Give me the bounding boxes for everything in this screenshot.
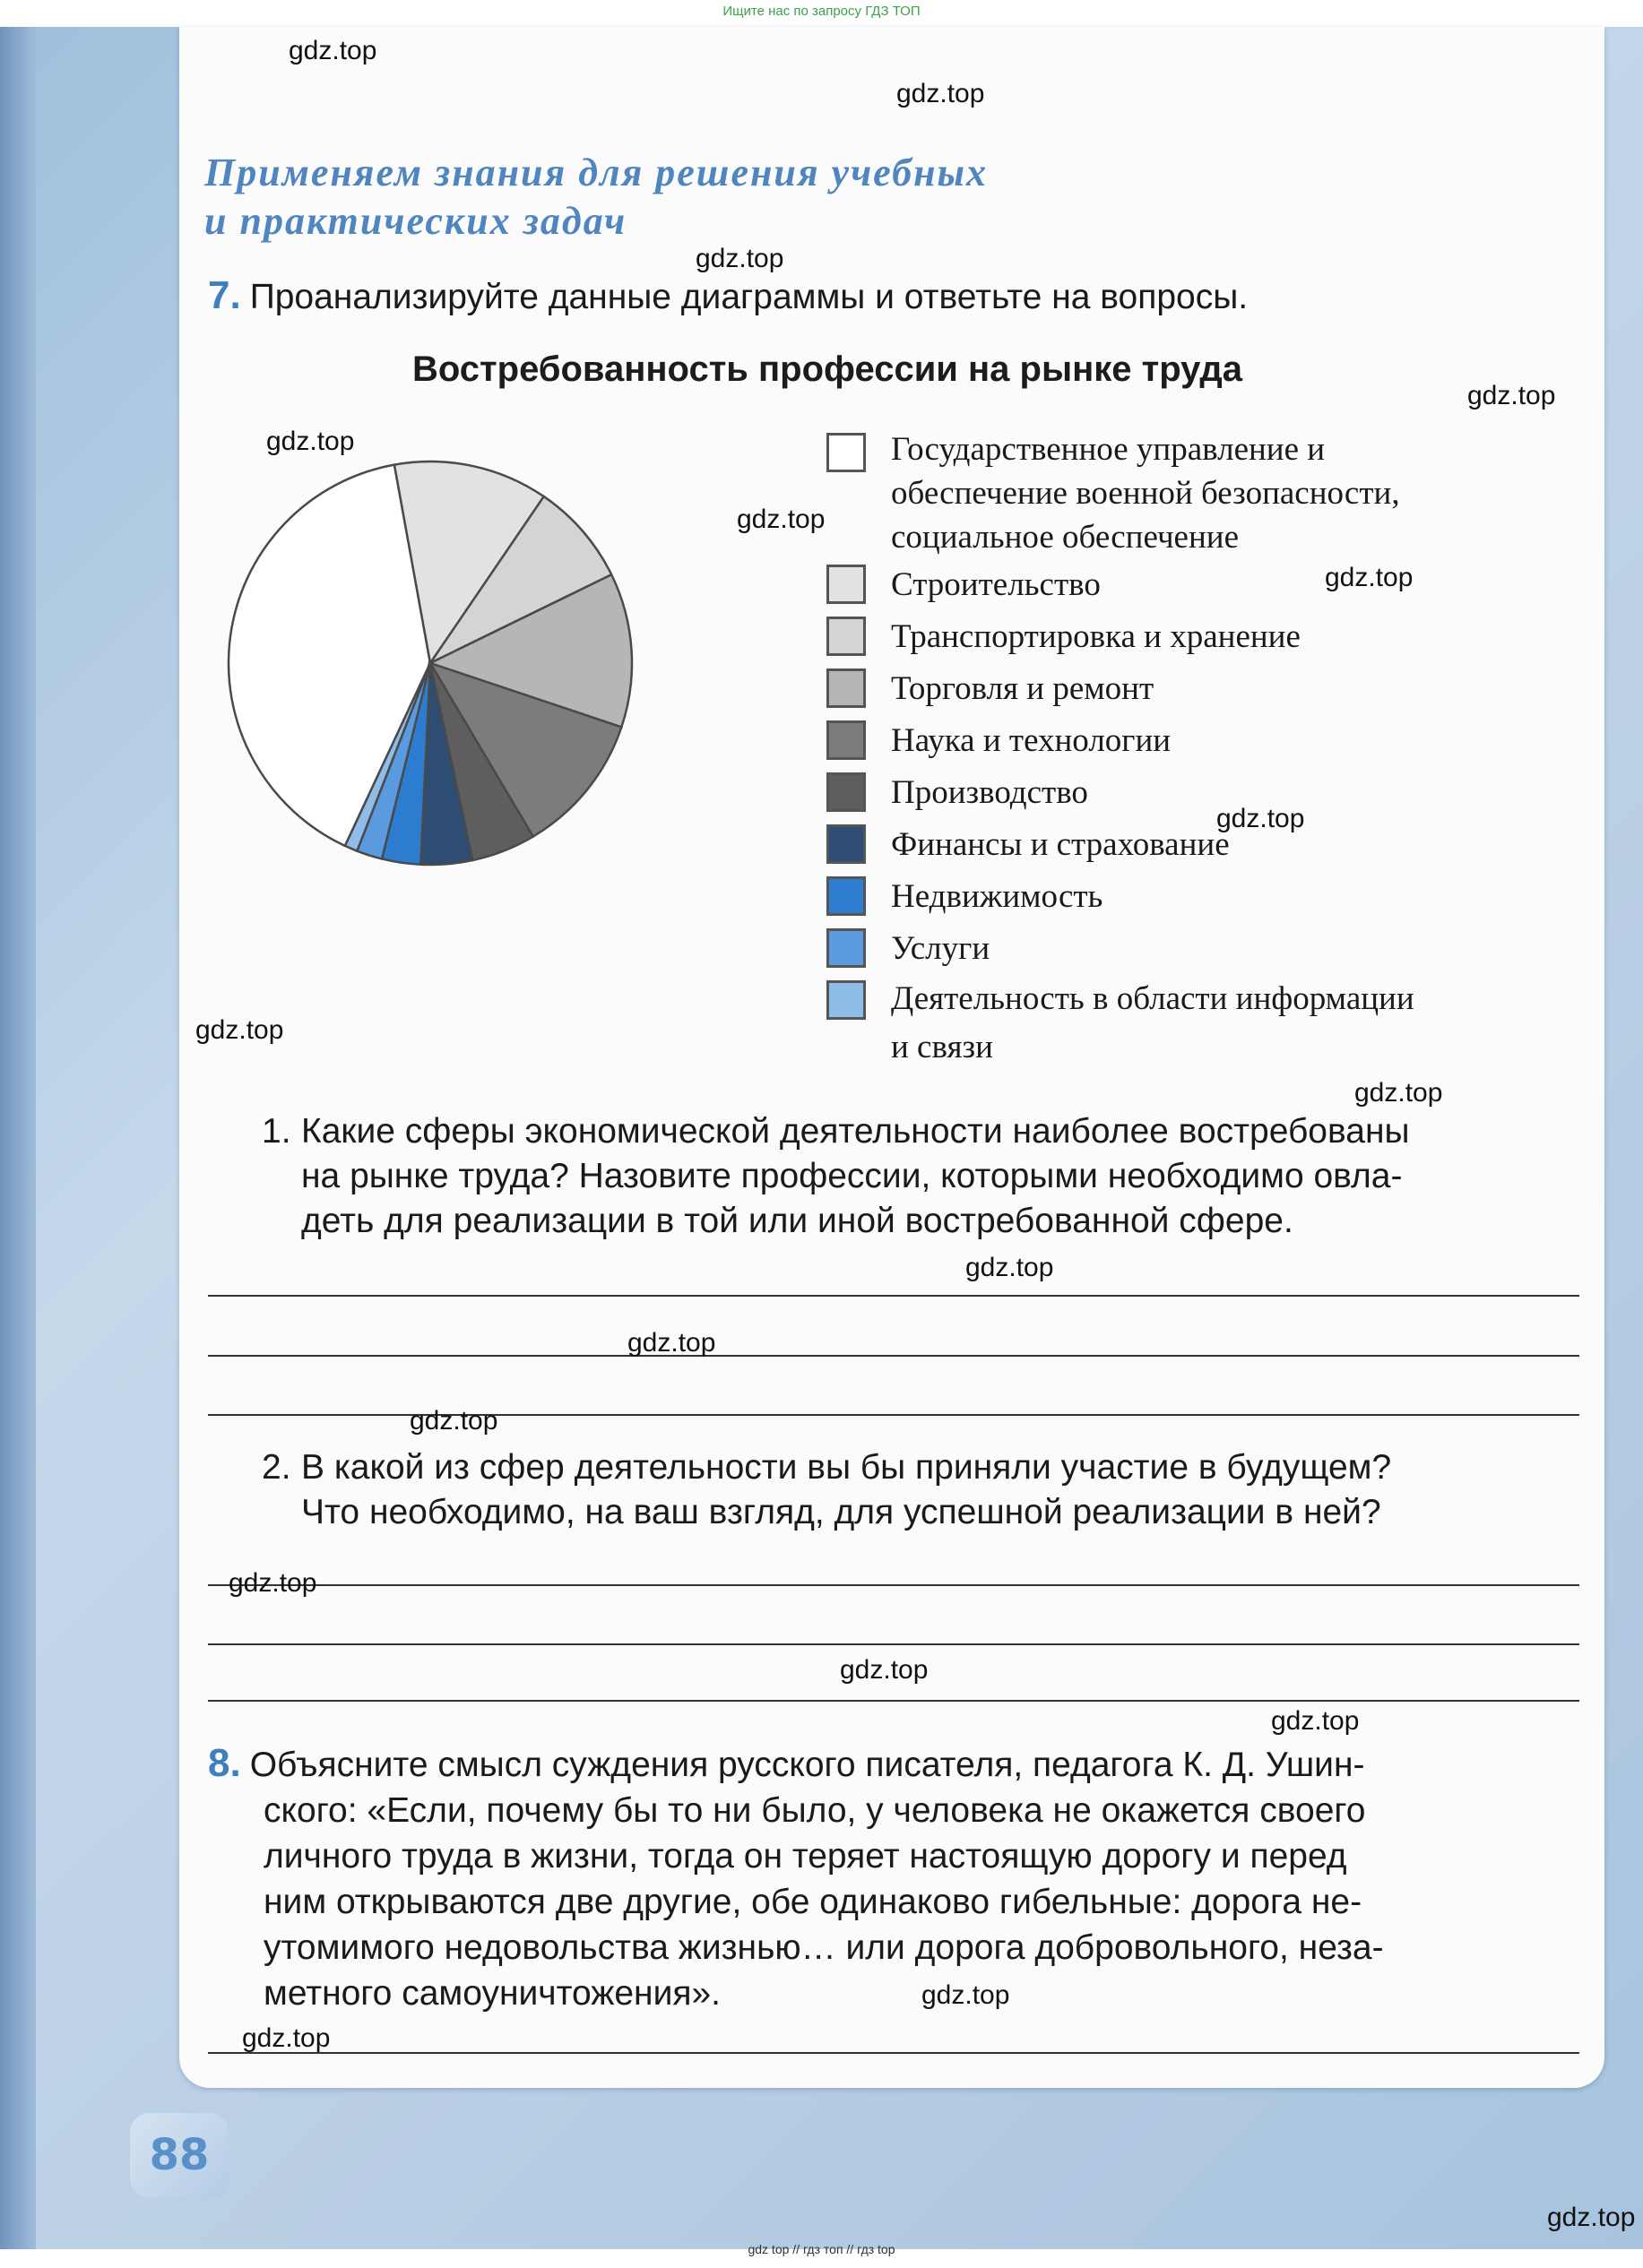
watermark: gdz.top [737,504,826,534]
question-1 [262,1109,1579,1244]
answer-line[interactable] [208,1584,1579,1586]
legend-swatch [826,668,866,708]
watermark: gdz.top [627,1328,716,1358]
task-8-line: метного самоуничтожения». [264,1974,722,2013]
legend-swatch [826,617,866,656]
watermark: gdz.top [1271,1706,1360,1736]
legend-label: Строительство [891,566,1101,603]
answer-line[interactable] [208,2052,1579,2054]
legend-item-production [823,767,1567,819]
legend-item-finance [823,819,1567,871]
legend-item-construction [823,559,1567,611]
legend-label: Деятельность в области информации [891,980,1414,1017]
legend-item-government [823,427,1567,559]
legend-swatch [826,980,866,1020]
section-heading [204,149,1235,246]
task-8-number: 8. [208,1741,241,1785]
legend-swatch [826,928,866,968]
watermark: gdz.top [921,1980,1010,2010]
legend-swatch [826,565,866,604]
watermark: gdz.top [195,1015,284,1045]
task-8-line: утомимого недовольства жизнью… или дорога добровольного, неза- [264,1928,1384,1967]
answer-line[interactable] [208,1355,1579,1357]
watermark: gdz.top [1354,1078,1443,1108]
header-note[interactable]: Ищите нас по запросу ГДЗ ТОП [722,4,921,19]
watermark: gdz.top [896,79,985,108]
legend-swatch [826,720,866,760]
task-8-line: ним открываются две другие, обе одинаково гибельные: дорога не- [264,1883,1362,1921]
legend-swatch [826,876,866,916]
chart-title: Востребованность профессии на рынке труда [412,349,1243,389]
question-1-number: 1. [262,1112,291,1151]
task-7-text: Проанализируйте данные диаграммы и ответьте на вопросы. [249,278,1249,316]
section-heading-line1: Применяем знания для решения учебных [204,151,989,194]
section-heading-line2: и практических задач [204,199,627,243]
task-7 [208,273,1588,320]
watermark: gdz.top [266,427,355,456]
question-2-line: В какой из сфер деятельности вы бы приняли участие в будущем? [301,1448,1392,1487]
watermark: gdz.top [1467,381,1556,410]
legend-label: Наука и технологии [891,722,1172,759]
watermark: gdz.top [242,2023,331,2053]
watermark: gdz.top [1216,804,1305,833]
legend-item-services [823,923,1567,975]
task-8-line: личного труда в жизни, тогда он теряет настоящую дорогу и перед [264,1837,1347,1876]
legend-item-science [823,715,1567,767]
legend-label: Финансы и страхование [891,826,1230,863]
legend-item-trade [823,663,1567,715]
watermark: gdz.top [965,1253,1054,1282]
answer-line[interactable] [208,1643,1579,1645]
watermark: gdz.top [840,1655,929,1685]
question-1-line: Какие сферы экономической деятельности наиболее востребованы [301,1112,1410,1151]
legend-swatch [826,824,866,864]
watermark: gdz.top [1547,2203,1636,2232]
chart-legend [823,427,1567,1072]
watermark: gdz.top [410,1406,498,1436]
legend-label: Транспортировка и хранение [891,618,1301,655]
question-2 [262,1445,1579,1535]
legend-label: Услуги [891,930,990,967]
task-8 [208,1740,1588,2016]
question-1-line: на рынке труда? Назовите профессии, которыми необходимо овла- [301,1157,1403,1195]
watermark: gdz.top [229,1568,317,1598]
page-number: 88 [130,2113,229,2198]
watermark: gdz.top [1325,563,1414,592]
pie-chart [224,457,636,869]
question-2-number: 2. [262,1448,291,1487]
legend-item-transport [823,611,1567,663]
task-8-line: ского: «Если, почему бы то ни было, у человека не окажется своего [264,1791,1366,1830]
watermark: gdz.top [289,36,377,65]
legend-label: Недвижимость [891,878,1103,915]
legend-label: обеспечение военной безопасности, [891,475,1400,512]
question-2-line: Что необходимо, на ваш взгляд, для успешной реализации в ней? [301,1493,1381,1531]
legend-label: Производство [891,774,1088,811]
legend-item-real-estate [823,871,1567,923]
legend-swatch [826,433,866,472]
footer-note[interactable]: gdz top // гдз топ // гдз top [748,2242,895,2256]
task-7-number: 7. [208,273,241,317]
task-8-line: Объясните смысл суждения русского писателя, педагога К. Д. Ушин- [249,1746,1365,1784]
watermark: gdz.top [696,244,784,273]
legend-label: Государственное управление и [891,431,1326,468]
legend-item-information [823,975,1567,1072]
page-edge [0,27,36,2249]
legend-label: и связи [891,1029,993,1065]
legend-swatch [826,772,866,812]
legend-label: социальное обеспечение [891,519,1239,556]
question-1-line: деть для реализации в той или иной востребованной сфере. [301,1202,1293,1240]
answer-line[interactable] [208,1295,1579,1297]
legend-label: Торговля и ремонт [891,670,1154,707]
answer-line[interactable] [208,1700,1579,1702]
